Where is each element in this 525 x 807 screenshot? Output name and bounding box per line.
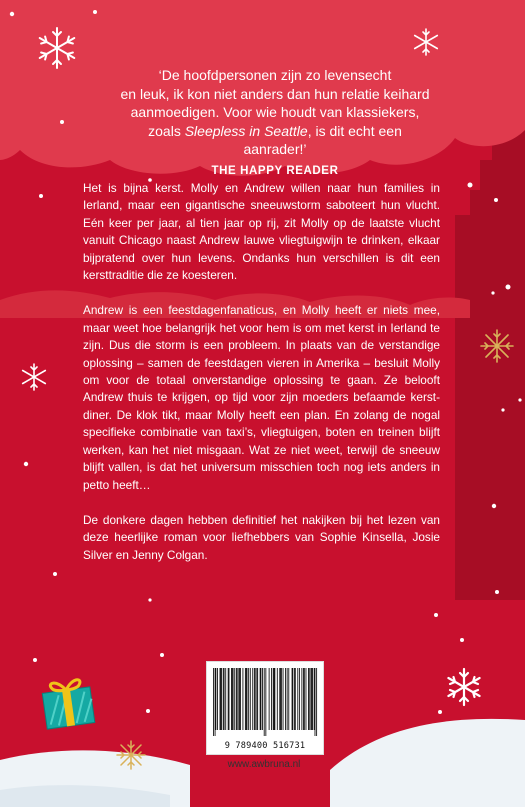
book-blurb (83, 180, 440, 582)
barcode-bar (217, 668, 218, 730)
barcode-bar (303, 668, 304, 730)
barcode-bar (285, 668, 286, 730)
barcode-bar (232, 668, 233, 730)
barcode-bar (215, 668, 216, 736)
barcode-bar (304, 668, 305, 730)
barcode-bar (236, 668, 237, 730)
isbn-barcode (206, 661, 324, 755)
barcode-bar (264, 668, 265, 736)
review-quote (120, 66, 430, 180)
barcode-bar (292, 668, 293, 730)
barcode-bar (309, 668, 310, 730)
barcode-bar (246, 668, 247, 730)
film-title: Sleepless in Seattle (184, 122, 308, 139)
barcode-bar (245, 668, 246, 730)
barcode-bar (297, 668, 298, 730)
barcode-bar (261, 668, 262, 730)
barcode-bar (228, 668, 229, 730)
barcode-bar (315, 668, 316, 736)
isbn-number: 9 789400 516731 (224, 741, 306, 751)
snowflake-icon (18, 361, 50, 393)
barcode-bar (252, 668, 253, 730)
barcode-bar (292, 668, 293, 730)
barcode-bar (308, 668, 309, 730)
snowflake-icon (33, 24, 81, 72)
barcode-bar (299, 668, 300, 730)
barcode-bar (281, 668, 282, 730)
barcode-bar (280, 668, 281, 730)
barcode-bar (250, 668, 251, 730)
barcode-bar (213, 668, 214, 736)
quote-line (120, 122, 430, 159)
barcode-bar (277, 668, 278, 730)
barcode-bar (295, 668, 296, 730)
barcode-bar (301, 668, 302, 730)
barcode-bar (242, 668, 243, 730)
barcode-bar (310, 668, 311, 730)
barcode-bar (271, 668, 272, 730)
barcode-bar (234, 668, 235, 730)
barcode-bar (273, 668, 274, 730)
barcode-bar (288, 668, 289, 730)
barcode-bar (279, 668, 280, 730)
barcode-bar (256, 668, 257, 730)
barcode-bar (248, 668, 249, 730)
barcode-bar (220, 668, 221, 730)
barcode-bar (312, 668, 313, 730)
blurb-paragraph: Het is bijna kerst. Molly en Andrew willen naar hun families in Ierland, maar een gigantische sneeuwstorm saboteert hun vlucht. Eén keer per jaar, al tien jaar op rij, zit Molly op de laatste vlucht vanuit Chicago naast Andrew lauwe vliegtuigwijn te drinken, elkaar bijpratend over hun levens. Ondanks hun verschillen is dit een kersttraditie die ze koesteren. (83, 181, 440, 283)
quote-line: en leuk, ik kon niet anders dan hun relatie keihard (120, 85, 430, 102)
barcode-bar (294, 668, 295, 730)
barcode-bar (224, 668, 225, 730)
snowflake-icon (443, 666, 485, 708)
barcode-bar (220, 668, 221, 730)
barcode-bar (221, 668, 222, 730)
barcode-bar (260, 668, 261, 730)
publisher-website: www.awbruna.nl (227, 759, 301, 770)
barcode-bar (229, 668, 230, 730)
barcode-bar (274, 668, 275, 730)
barcode-bar (262, 668, 263, 730)
barcode-bars (207, 666, 323, 744)
barcode-bar (314, 668, 315, 730)
barcode-bar (247, 668, 248, 730)
barcode-bar (233, 668, 234, 730)
barcode-bar (265, 668, 266, 736)
quote-text: zoals (148, 122, 185, 139)
barcode-bar (311, 668, 312, 730)
barcode-bar (274, 668, 275, 730)
barcode-bar (287, 668, 288, 730)
barcode-bar (257, 668, 258, 730)
barcode-bar (269, 668, 270, 730)
quote-source: THE HAPPY READER (211, 164, 339, 177)
barcode-bar (240, 668, 241, 730)
quote-text: , is dit echt een aanrader!’ (243, 122, 402, 157)
barcode-bar (316, 668, 317, 736)
barcode-bar (231, 668, 232, 730)
snowflake-icon (114, 738, 148, 772)
barcode-bar (283, 668, 284, 730)
barcode-bar (215, 668, 216, 730)
barcode-bar (238, 668, 239, 730)
blurb-paragraph: De donkere dagen hebben definitief het nakijken bij het lezen van deze heerlijke roman voor liefhebbers van Sophie Kinsella, Josie Silver en Jenny Colgan. (83, 512, 440, 562)
barcode-bar (225, 668, 226, 730)
barcode-bar (255, 668, 256, 730)
barcode-bar (254, 668, 255, 730)
quote-line: ‘De hoofdpersonen zijn zo levensecht (158, 67, 392, 83)
barcode-bar (237, 668, 238, 730)
gift-box-icon (38, 672, 98, 730)
barcode-bar (223, 668, 224, 730)
snowflake-icon (478, 327, 516, 365)
barcode-bar (306, 668, 307, 730)
snowflake-icon (410, 26, 442, 58)
blurb-paragraph: Andrew is een feestdagenfanaticus, en Molly heeft er niets mee, maar weet hoe belangrijk het voor hem is om met kerst in Ierland te zijn. Dus die storm is een probleem. In plaats van de verstandige oplossing – samen de feestdagen vieren in Amerika – besluit Molly om voor de totaal onverstandige oplossing te gaan. Ze belooft Andrew thuis te krijgen, op tijd voor zijn moeders befaamde kerstdiner. De klok tikt, maar Molly heeft een plan. En zolang de nogal specifieke combinatie van taxi’s, vliegtuigen, boten en treinen blijft werken, kan het niet misgaan. Wat ze niet weet, terwijl de sneeuw blijft vallen, is dat het universum misschien toch nog iets anders in petto heeft… (83, 303, 440, 492)
quote-line: aanmoedigen. Voor wie houdt van klassiekers, (130, 104, 420, 120)
barcode-bar (239, 668, 240, 730)
